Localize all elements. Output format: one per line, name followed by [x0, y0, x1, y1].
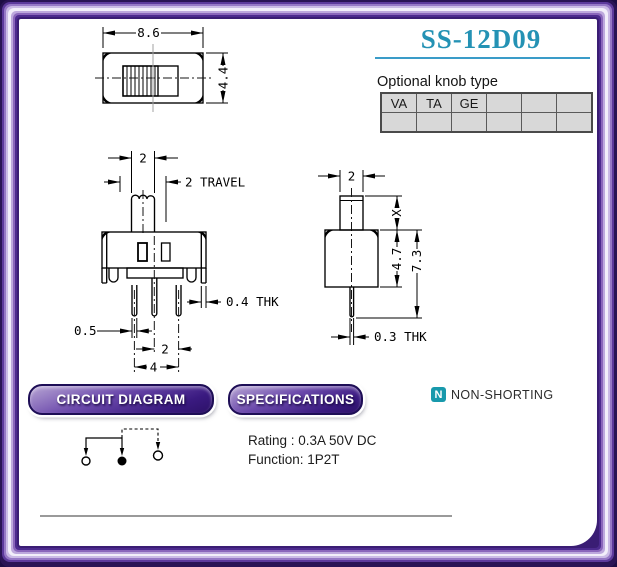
corner-mark [103, 92, 114, 103]
dim-lines [356, 230, 422, 318]
table-cell [487, 113, 522, 133]
footer-divider [40, 515, 452, 517]
table-cell [487, 93, 522, 113]
table-cell [557, 93, 593, 113]
dim-label-pin-span: 4 [149, 359, 158, 375]
corner-mark [102, 232, 113, 243]
dim-label-body-height: 4.7 [389, 247, 404, 271]
table-cell [417, 113, 452, 133]
table-cell: GE [452, 93, 487, 113]
dim-lines [331, 318, 369, 345]
dim-arrows [108, 180, 178, 185]
dim-label-top-width: 8.6 [137, 25, 160, 40]
dim-lines [187, 286, 221, 308]
knob-type-table [380, 92, 593, 133]
dim-label-knob-height: X [389, 209, 404, 217]
circuit-solid-link [86, 438, 122, 452]
rating-line: Rating : 0.3A 50V DC [248, 433, 377, 448]
base-plate [127, 268, 183, 278]
circuit-arrow [156, 442, 160, 450]
front-view-drawing [74, 151, 279, 375]
specifications-text [248, 431, 376, 469]
circuit-diagram-drawing [82, 429, 163, 466]
dim-label-side-knob-width: 2 [347, 168, 356, 184]
dim-label-pin-pitch: 2 [161, 341, 169, 357]
table-row [381, 93, 592, 113]
table-cell [557, 113, 593, 133]
dim-label-knob-width: 2 [139, 150, 147, 166]
title-underline [375, 57, 590, 59]
corner-mark [195, 232, 206, 243]
table-cell: VA [381, 93, 417, 113]
terminal-common [118, 457, 127, 466]
corner-mark [367, 230, 378, 241]
circuit-dashed-link [122, 429, 158, 447]
dim-label-top-height: 4.4 [215, 66, 231, 90]
terminal-left [82, 457, 90, 465]
non-shorting-icon: N [431, 387, 446, 402]
corner-mark [103, 53, 114, 64]
non-shorting-badge [431, 387, 554, 402]
specifications-button[interactable]: SPECIFICATIONS [228, 384, 363, 415]
contact-window-left [138, 243, 147, 261]
table-row [381, 113, 592, 133]
table-cell [522, 113, 557, 133]
right-mount-tab [201, 232, 206, 283]
circuit-diagram-button[interactable]: CIRCUIT DIAGRAM [28, 384, 214, 415]
corner-mark [325, 230, 336, 241]
dim-label-pin-width: 0.5 [74, 323, 97, 338]
function-line: Function: 1P2T [248, 452, 340, 467]
page-title: SS-12D09 [420, 24, 542, 54]
corner-mark [192, 92, 203, 103]
left-foot [109, 268, 118, 282]
dim-arrows [189, 300, 218, 305]
table-cell: TA [417, 93, 452, 113]
knob-knurl-lines [127, 66, 155, 96]
dim-label-bracket-thk: 0.4 THK [226, 294, 279, 309]
contact-window-right [162, 243, 171, 261]
right-foot [187, 268, 196, 282]
side-view-drawing [318, 169, 427, 346]
dim-arrows [338, 335, 366, 340]
circuit-arrows [84, 448, 124, 456]
terminal-right [154, 451, 163, 460]
dim-label-travel: 2 TRAVEL [185, 174, 246, 190]
top-view-drawing [95, 25, 231, 112]
left-mount-tab [102, 232, 107, 283]
dim-lines [97, 318, 152, 338]
table-cell [452, 113, 487, 133]
non-shorting-label: NON-SHORTING [451, 387, 554, 402]
corner-mark [192, 53, 203, 64]
dim-label-total-height: 7.3 [409, 249, 424, 273]
table-cell [522, 93, 557, 113]
knob-type-label: Optional knob type [377, 74, 498, 90]
dim-label-pin-thk: 0.3 THK [374, 329, 427, 344]
table-cell [381, 113, 417, 133]
